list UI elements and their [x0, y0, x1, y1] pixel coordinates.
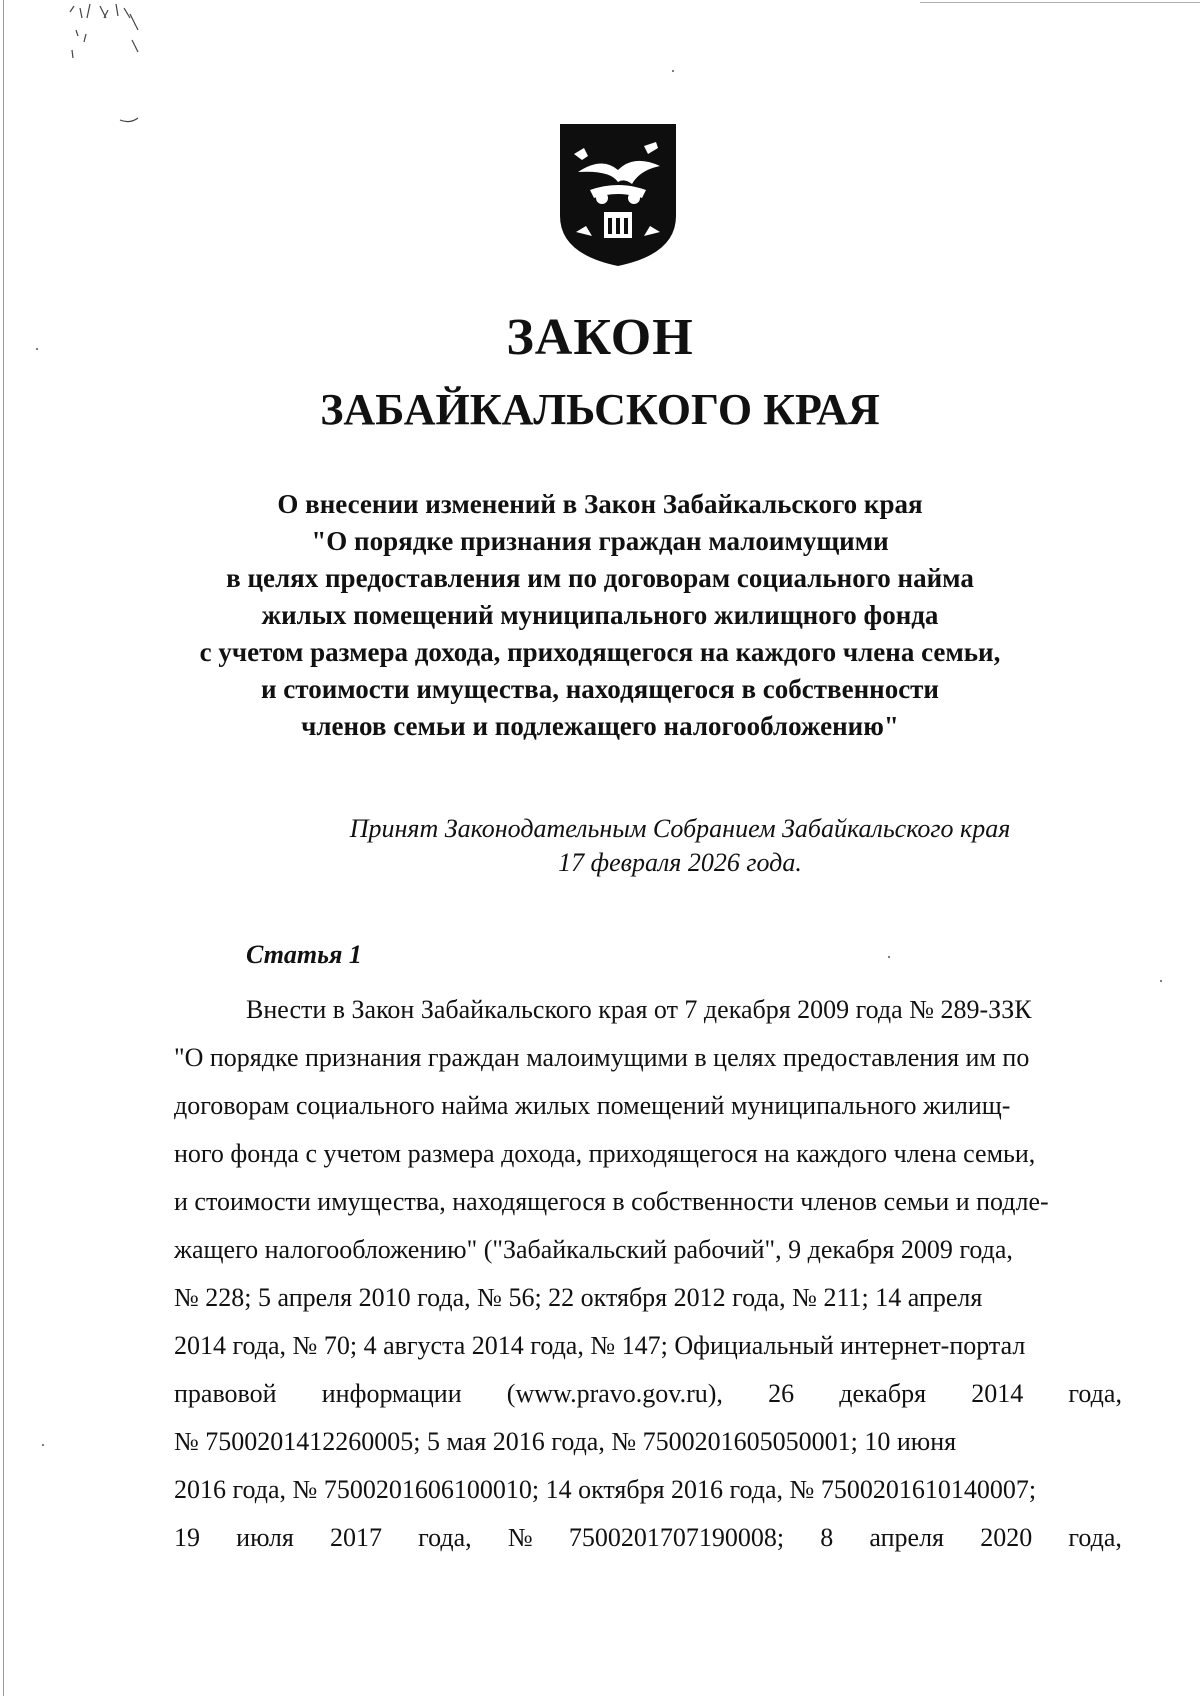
body-word: 7500201707190008; — [568, 1523, 785, 1552]
article-title: Статья 1 — [246, 940, 362, 969]
scan-speck — [672, 70, 674, 72]
heading-line: жилых помещений муниципального жилищного фонда — [261, 600, 939, 630]
adoption-date: 17 февраля 2026 года. — [558, 848, 802, 877]
page-left-border — [3, 0, 4, 1696]
body-word: декабря — [839, 1379, 927, 1408]
body-word: года, — [418, 1523, 472, 1552]
heading-line: О внесении изменений в Закон Забайкальского края — [277, 489, 923, 519]
adoption-line: Принят Законодательным Собранием Забайкальского края — [349, 814, 1011, 843]
body-word: июля — [236, 1523, 294, 1552]
body-word: 2020 — [980, 1523, 1033, 1552]
scan-speck — [36, 348, 38, 350]
body-word: (www.pravo.gov.ru), — [506, 1379, 723, 1408]
heading-line: "О порядке признания граждан малоимущими — [311, 526, 889, 556]
scan-speck — [888, 956, 890, 958]
scan-speck — [1160, 980, 1162, 982]
article-body — [174, 986, 1122, 1562]
coat-of-arms-icon — [556, 120, 680, 268]
heading-line: и стоимости имущества, находящегося в собственности — [261, 674, 939, 704]
body-word: 19 — [174, 1523, 200, 1552]
body-line — [174, 1514, 1122, 1562]
body-line: 2014 года, № 70; 4 августа 2014 года, № 147; Официальный интернет-портал — [174, 1331, 1026, 1360]
body-line: 2016 года, № 7500201606100010; 14 октября 2016 года, № 7500201610140007; — [174, 1475, 1037, 1504]
body-word: 2014 — [971, 1379, 1024, 1408]
law-heading — [140, 486, 1060, 745]
body-word: 26 — [768, 1379, 795, 1408]
body-line: договорам социального найма жилых помещений муниципального жилищ- — [174, 1091, 1011, 1120]
body-line: № 228; 5 апреля 2010 года, № 56; 22 октября 2012 года, № 211; 14 апреля — [174, 1283, 983, 1312]
body-line: "О порядке признания граждан малоимущими в целях предоставления им по — [174, 1043, 1030, 1072]
body-word: 2017 — [329, 1523, 382, 1552]
page-top-border — [920, 2, 1200, 3]
body-line: Внести в Закон Забайкальского края от 7 декабря 2009 года № 289-ЗЗК — [246, 995, 1032, 1024]
adoption-note — [300, 812, 1060, 880]
body-word: года, — [1068, 1379, 1122, 1408]
law-region-title: ЗАБАЙКАЛЬСКОГО КРАЯ — [320, 385, 880, 434]
heading-line: с учетом размера дохода, приходящегося на каждого члена семьи, — [199, 637, 1001, 667]
body-word: апреля — [869, 1523, 945, 1552]
body-line — [174, 1370, 1122, 1418]
body-word: правовой — [174, 1379, 277, 1408]
body-word: года, — [1068, 1523, 1122, 1552]
body-line: и стоимости имущества, находящегося в собственности членов семьи и подле- — [174, 1187, 1049, 1216]
scan-speck — [42, 1444, 44, 1446]
body-line: ного фонда с учетом размера дохода, приходящегося на каждого члена семьи, — [174, 1139, 1036, 1168]
body-line: жащего налогообложению" ("Забайкальский рабочий", 9 декабря 2009 года, — [174, 1235, 1013, 1264]
body-word: 8 — [820, 1523, 834, 1552]
law-title: ЗАКОН — [506, 309, 694, 366]
heading-line: в целях предоставления им по договорам социального найма — [226, 563, 974, 593]
scan-artifact-icon — [60, 0, 180, 150]
heading-line: членов семьи и подлежащего налогообложению" — [301, 711, 899, 741]
body-word: информации — [321, 1379, 462, 1408]
body-line: № 7500201412260005; 5 мая 2016 года, № 7500201605050001; 10 июня — [174, 1427, 957, 1456]
body-word: № — [507, 1523, 533, 1552]
